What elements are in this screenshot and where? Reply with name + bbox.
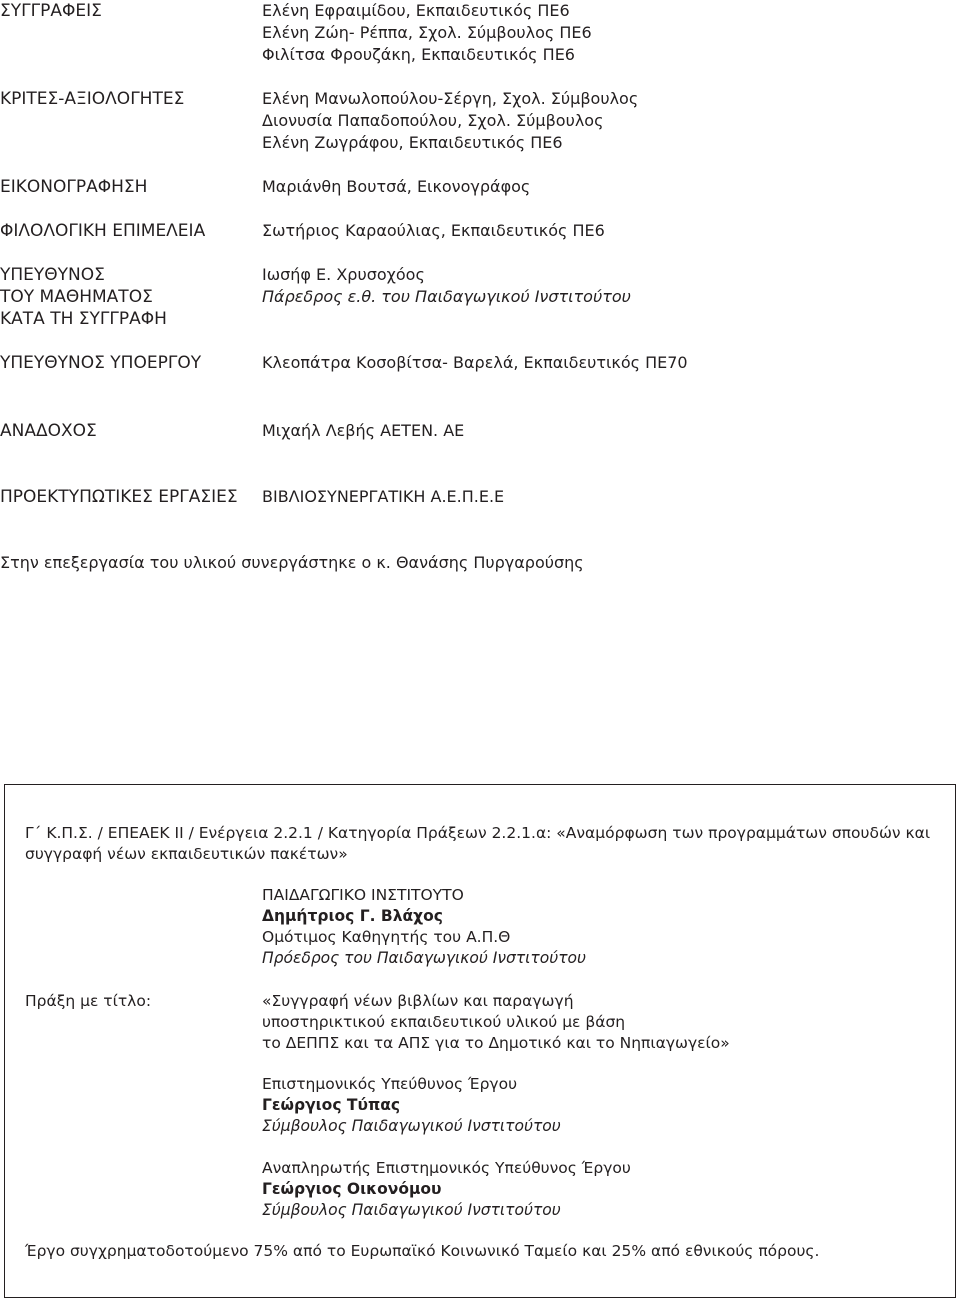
- collaboration-note: Στην επεξεργασία του υλικού συνεργάστηκε ο κ. Θανάσης Πυργαρούσης: [0, 553, 584, 572]
- credit-person-line: Ελένη Ζώη- Ρέππα, Σχολ. Σύμβουλος ΠΕ6: [262, 23, 592, 42]
- deputy-lead-line: Αναπληρωτής Επιστημονικός Υπεύθυνος Έργου: [262, 1159, 631, 1177]
- action-title-line: «Συγγραφή νέων βιβλίων και παραγωγή: [262, 992, 574, 1010]
- credit-role: [0, 88, 250, 110]
- cofunding-block: [25, 1241, 819, 1262]
- credit-role: [0, 420, 250, 442]
- credit-role-line: ΚΑΤΑ ΤΗ ΣΥΓΓΡΑΦΗ: [0, 309, 167, 329]
- scientific-lead-line: Επιστημονικός Υπεύθυνος Έργου: [262, 1075, 518, 1093]
- institute-line: Ομότιμος Καθηγητής του Α.Π.Θ: [262, 928, 511, 946]
- credit-person-line: ΒΙΒΛΙΟΣΥΝΕΡΓΑΤΙΚΗ Α.Ε.Π.Ε.Ε: [262, 487, 505, 506]
- action-label: Πράξη με τίτλο:: [25, 992, 152, 1010]
- credit-people: [262, 176, 530, 198]
- credit-person-line: Κλεοπάτρα Κοσοβίτσα- Βαρελά, Εκπαιδευτικός ΠΕ70: [262, 353, 688, 372]
- credit-role: [0, 352, 250, 374]
- program-description: [25, 823, 930, 865]
- deputy-lead-block: [262, 1158, 631, 1221]
- action-title-line: το ΔΕΠΠΣ και τα ΑΠΣ για το Δημοτικό και το Νηπιαγωγείο»: [262, 1034, 730, 1052]
- institute-line: ΠΑΙΔΑΓΩΓΙΚΟ ΙΝΣΤΙΤΟΥΤΟ: [262, 886, 464, 904]
- action-title-line: υποστηρικτικού εκπαιδευτικού υλικού με βάση: [262, 1013, 626, 1031]
- credit-role-line: ΥΠΕΥΘΥΝΟΣ: [0, 265, 105, 285]
- institute-line: Δημήτριος Γ. Βλάχος: [262, 907, 443, 925]
- credit-role-line: ΦΙΛΟΛΟΓΙΚΗ ΕΠΙΜΕΛΕΙΑ: [0, 221, 206, 241]
- cofunding-note: Έργο συγχρηματοδοτούμενο 75% από το Ευρωπαϊκό Κοινωνικό Ταμείο και 25% από εθνικούς πόρους.: [25, 1242, 820, 1260]
- credit-person-line: Ελένη Μανωλοπούλου-Σέργη, Σχολ. Σύμβουλος: [262, 89, 639, 108]
- institute-block: [262, 885, 586, 969]
- credit-person-line: Πάρεδρος ε.θ. του Παιδαγωγικού Ινστιτούτου: [262, 287, 631, 306]
- credit-role-line: ΤΟΥ ΜΑΘΗΜΑΤΟΣ: [0, 287, 153, 307]
- credit-people: [262, 220, 605, 242]
- credit-role-line: ΣΥΓΓΡΑΦΕΙΣ: [0, 1, 102, 21]
- credit-person-line: Μαριάνθη Βουτσά, Εικονογράφος: [262, 177, 531, 196]
- credit-person-line: Σωτήριος Καραούλιας, Εκπαιδευτικός ΠΕ6: [262, 221, 605, 240]
- scientific-lead-block: [262, 1074, 561, 1137]
- credit-people: [262, 0, 592, 66]
- credit-person-line: Ιωσήφ Ε. Χρυσοχόος: [262, 265, 425, 284]
- credit-role: [0, 0, 250, 22]
- credit-role-line: ΕΙΚΟΝΟΓΡΑΦΗΣΗ: [0, 177, 148, 197]
- credit-people: [262, 420, 464, 442]
- credit-role-line: ΑΝΑΔΟΧΟΣ: [0, 421, 97, 441]
- funding-box: [4, 784, 956, 1298]
- action-label-block: [25, 991, 151, 1012]
- credit-role-line: ΚΡΙΤΕΣ-ΑΞΙΟΛΟΓΗΤΕΣ: [0, 89, 185, 109]
- deputy-lead-line: Σύμβουλος Παιδαγωγικού Ινστιτούτου: [262, 1201, 561, 1219]
- credit-person-line: Ελένη Ζωγράφου, Εκπαιδευτικός ΠΕ6: [262, 133, 563, 152]
- credit-person-line: Ελένη Εφραιμίδου, Εκπαιδευτικός ΠΕ6: [262, 1, 570, 20]
- scientific-lead-line: Σύμβουλος Παιδαγωγικού Ινστιτούτου: [262, 1117, 561, 1135]
- credit-people: [262, 88, 638, 154]
- credit-role: [0, 176, 250, 198]
- scientific-lead-line: Γεώργιος Τύπας: [262, 1096, 401, 1114]
- credit-role-line: ΠΡΟΕΚΤΥΠΩΤΙΚΕΣ ΕΡΓΑΣΙΕΣ: [0, 487, 238, 507]
- program-line-2: συγγραφή νέων εκπαιδευτικών πακέτων»: [25, 845, 348, 863]
- action-title-block: [262, 991, 730, 1054]
- credit-person-line: Διονυσία Παπαδοπούλου, Σχολ. Σύμβουλος: [262, 111, 604, 130]
- credit-people: [262, 352, 688, 374]
- credit-people: [262, 486, 504, 508]
- program-line-1: Γ΄ Κ.Π.Σ. / ΕΠΕΑΕΚ ΙΙ / Ενέργεια 2.2.1 / Κατηγορία Πράξεων 2.2.1.α: «Αναμόρφωση των προγραμμάτων σπουδών και: [25, 824, 931, 842]
- institute-line: Πρόεδρος του Παιδαγωγικού Ινστιτούτου: [262, 949, 586, 967]
- credit-people: [262, 264, 631, 308]
- credit-role: [0, 220, 250, 242]
- credit-role-line: ΥΠΕΥΘΥΝΟΣ ΥΠΟΕΡΓΟΥ: [0, 353, 202, 373]
- deputy-lead-line: Γεώργιος Οικονόμου: [262, 1180, 442, 1198]
- credit-person-line: Φιλίτσα Φρουζάκη, Εκπαιδευτικός ΠΕ6: [262, 45, 575, 64]
- credit-person-line: Μιχαήλ Λεβής ΑΕΤΕΝ. ΑΕ: [262, 421, 465, 440]
- credit-role: [0, 486, 250, 508]
- credit-role: [0, 264, 250, 330]
